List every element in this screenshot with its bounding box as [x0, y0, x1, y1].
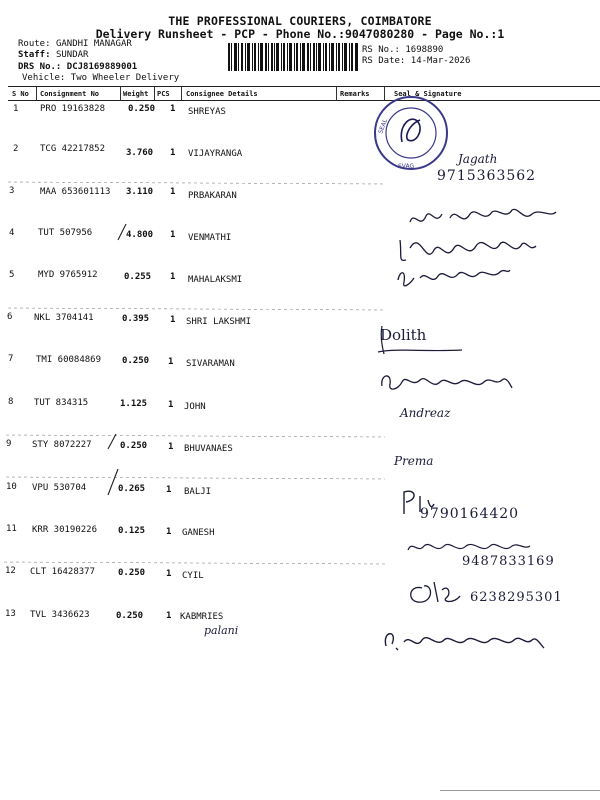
- row-8-weight: 1.125: [120, 399, 148, 409]
- col-header-consignee: Consignee Details: [186, 90, 258, 98]
- row-7-pcs: 1: [168, 357, 174, 367]
- row-11-consignee: GANESH: [182, 528, 215, 538]
- row-5-sno: 5: [9, 270, 15, 280]
- vehicle-label: Vehicle:: [22, 73, 66, 83]
- row-3-sno: 3: [9, 186, 15, 196]
- seal-stamp: [372, 94, 450, 172]
- row-6-sno: 6: [7, 312, 13, 322]
- row-11-consignment: KRR 30190226: [32, 525, 98, 535]
- svg-text:SEAL: SEAL: [377, 118, 390, 135]
- row-13-consignee: KABMRIES: [180, 612, 224, 622]
- drs-label: DRS No.:: [18, 62, 62, 72]
- row-10-consignee: BALJI: [184, 487, 212, 497]
- row-10-sno: 10: [6, 482, 17, 492]
- row-2-consignee: VIJAYRANGA: [188, 149, 243, 159]
- row-6-pcs: 1: [170, 315, 176, 325]
- col-header-weight: Weight: [123, 90, 149, 98]
- row-5-consignment: MYD 9765912: [38, 270, 98, 280]
- row-13-consignment: TVL 3436623: [30, 610, 90, 620]
- row-12-weight: 0.250: [118, 568, 146, 578]
- runsheet-subtitle: Delivery Runsheet - PCP - Phone No.:9047080280 - Page No.:1: [95, 27, 505, 41]
- signature-row10-phone: 9790164420: [420, 506, 520, 522]
- row-13-sno: 13: [5, 609, 16, 619]
- svg-text:SVAG: SVAG: [398, 163, 415, 170]
- row-5-consignee: MAHALAKSMI: [188, 275, 243, 285]
- row-3-weight: 3.110: [126, 187, 154, 197]
- row-9-sno: 9: [6, 439, 12, 449]
- row-6-consignment: NKL 3704141: [34, 313, 94, 323]
- row-8-sno: 8: [8, 397, 14, 407]
- col-header-pcs: PCS: [157, 90, 170, 98]
- row-4-consignee: VENMATHI: [188, 233, 232, 243]
- signature-row6-name: Dolith: [380, 326, 427, 344]
- row-1-pcs: 1: [170, 104, 176, 114]
- signature-row2-name: Jagath: [458, 152, 498, 166]
- signature-underline-row6: [376, 322, 466, 356]
- drs-value: DCJ8169889001: [66, 62, 138, 72]
- row-1-consignee: SHREYAS: [188, 107, 226, 117]
- handwritten-note-row13: palani: [204, 624, 239, 637]
- rs-date-value: 14-Mar-2026: [410, 56, 471, 66]
- rs-date-label: RS Date:: [362, 56, 406, 66]
- row-5-pcs: 1: [170, 272, 176, 282]
- vehicle-value: Two Wheeler Delivery: [70, 73, 180, 83]
- row-2-sno: 2: [13, 144, 19, 154]
- col-header-signature: Seal & Signature: [394, 90, 462, 98]
- route-label: Route:: [18, 39, 51, 49]
- row-11-weight: 0.125: [118, 526, 146, 536]
- row-10-consignment: VPU 530704: [32, 483, 87, 493]
- row-10-pcs: 1: [166, 485, 172, 495]
- staff-label: Staff:: [18, 50, 51, 60]
- row-1-sno: 1: [13, 104, 19, 114]
- row-3-pcs: 1: [170, 187, 176, 197]
- staff-value: SUNDAR: [55, 50, 89, 60]
- row-4-sno: 4: [9, 228, 15, 238]
- row-2-pcs: 1: [170, 148, 176, 158]
- row-2-weight: 3.760: [126, 148, 154, 158]
- signature-row12-phone: 6238295301: [470, 590, 563, 605]
- row-7-consignee: SIVARAMAN: [186, 359, 235, 369]
- row-13-pcs: 1: [166, 611, 172, 621]
- row-4-pcs: 1: [170, 230, 176, 240]
- rs-no-label: RS No.:: [362, 45, 400, 55]
- row-7-consignment: TMI 60084869: [36, 355, 102, 365]
- signature-row9-name: Prema: [394, 454, 434, 468]
- row-8-consignment: TUT 834315: [34, 398, 89, 408]
- col-header-sno: S No: [12, 90, 29, 98]
- row-3-consignee: PRBAKARAN: [188, 191, 237, 201]
- row-11-pcs: 1: [166, 527, 172, 537]
- signature-scribbles-rows-3-5: [380, 200, 580, 310]
- row-7-sno: 7: [8, 354, 14, 364]
- row-5-weight: 0.255: [124, 272, 152, 282]
- row-11-sno: 11: [6, 524, 17, 534]
- row-7-weight: 0.250: [122, 356, 150, 366]
- col-header-remarks: Remarks: [340, 90, 370, 98]
- signature-scribble-row12: [404, 574, 464, 608]
- route-value: GANDHI MANAGAR: [55, 39, 132, 49]
- row-9-pcs: 1: [168, 442, 174, 452]
- row-10-weight: 0.265: [118, 484, 146, 494]
- row-1-weight: 0.250: [128, 104, 156, 114]
- company-title: THE PROFESSIONAL COURIERS, COIMBATORE: [168, 14, 432, 28]
- row-9-consignment: STY 8072227: [32, 440, 92, 450]
- row-9-weight: 0.250: [120, 441, 148, 451]
- row-4-consignment: TUT 507956: [38, 228, 93, 238]
- row-13-weight: 0.250: [116, 611, 144, 621]
- row-9-consignee: BHUVANAES: [184, 444, 233, 454]
- row-3-consignment: MAA 653601113: [40, 187, 111, 197]
- row-8-pcs: 1: [168, 400, 174, 410]
- row-12-pcs: 1: [166, 569, 172, 579]
- row-6-weight: 0.395: [122, 314, 150, 324]
- signature-scribble-row13: [380, 626, 550, 656]
- row-4-weight: 4.800: [126, 230, 154, 240]
- signature-row2-phone: 9715363562: [437, 168, 537, 184]
- signature-row8-name: Andreaz: [400, 406, 451, 420]
- page-bottom-rule: [440, 790, 600, 791]
- row-2-consignment: TCG 42217852: [40, 144, 106, 154]
- row-1-consignment: PRO 19163828: [40, 104, 106, 114]
- rs-no-value: 1698890: [405, 45, 444, 55]
- col-header-consignment: Consignment No: [40, 90, 100, 98]
- row-8-consignee: JOHN: [184, 402, 206, 412]
- row-12-sno: 12: [5, 566, 16, 576]
- row-6-consignee: SHRI LAKSHMI: [186, 317, 252, 327]
- row-12-consignment: CLT 16428377: [30, 567, 96, 577]
- signature-scribble-row7: [376, 366, 516, 398]
- row-12-consignee: CYIL: [182, 571, 204, 581]
- signature-row11-phone: 9487833169: [462, 554, 555, 569]
